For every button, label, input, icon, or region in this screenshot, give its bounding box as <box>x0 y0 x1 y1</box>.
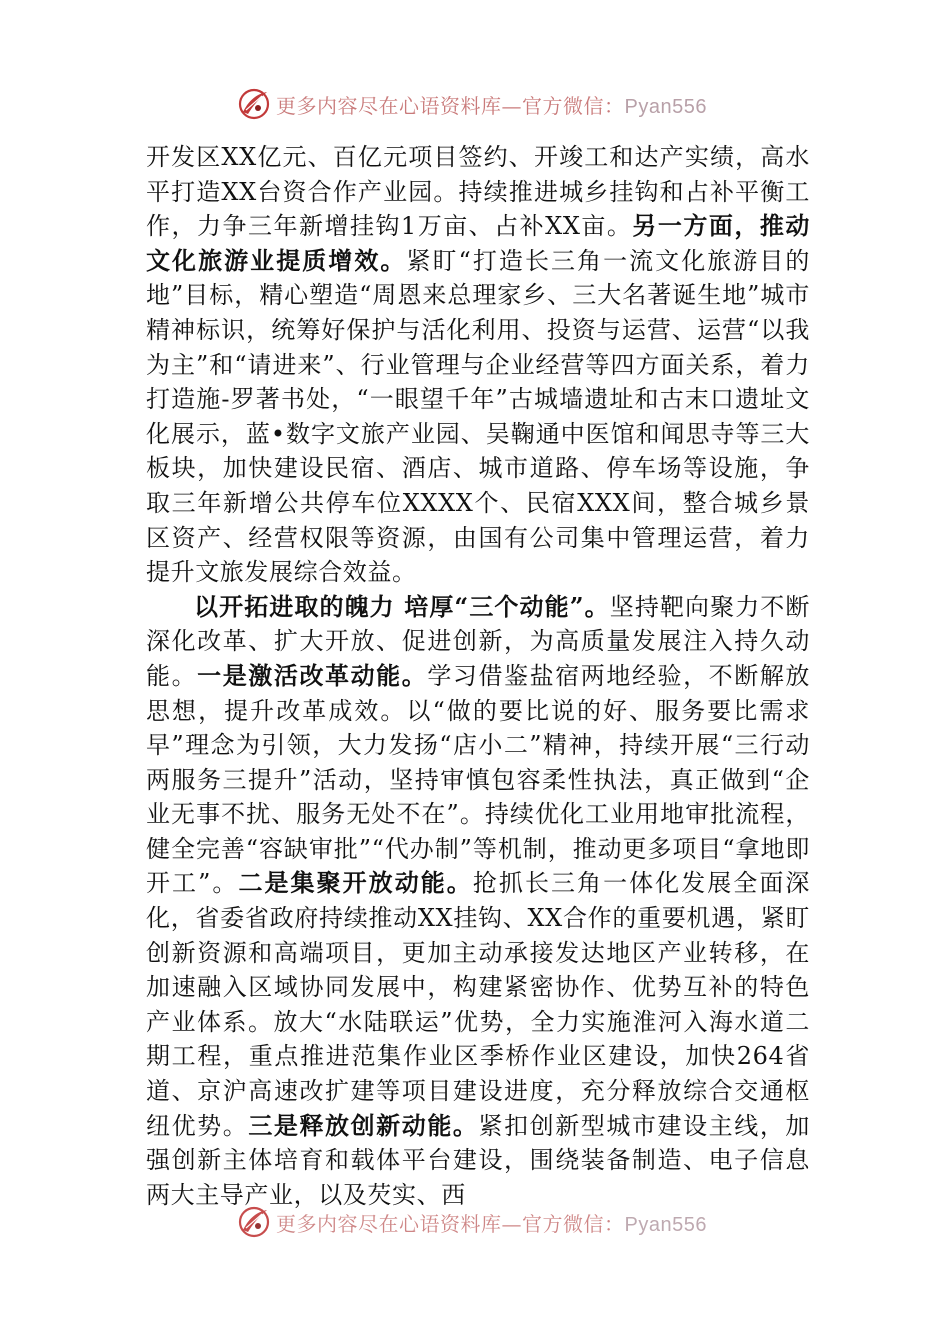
watermark-label: 更多内容尽在心语资料库—官方微信： <box>276 1211 625 1236</box>
paragraph-text: 紧扣创新型城市建设主线，加强创新主体培育和载体平台建设，围绕装备制造、电子信息两大主导产业，以及芡实、西 <box>146 1111 810 1209</box>
watermark-code: Pyan556 <box>624 1213 707 1236</box>
watermark-text <box>276 1208 707 1237</box>
watermark-header <box>236 86 707 122</box>
paragraph-2 <box>146 590 810 1213</box>
watermark-footer <box>236 1204 707 1240</box>
watermark-logo-icon <box>236 86 272 122</box>
paragraph-text: 开发区XX亿元、百亿元项目签约、开竣工和达产实绩，高水平打造XX台资合作产业园。持续推进城乡挂钩和占补平衡工作，力争三年新增挂钩1万亩、占补XX亩。 <box>146 143 810 241</box>
watermark-label: 更多内容尽在心语资料库—官方微信： <box>276 93 625 118</box>
paragraph-text: 坚持靶向聚力不断深化改革、扩大开放、促进创新，为高质量发展注入持久动能。 <box>146 592 810 690</box>
paragraph-1 <box>146 140 810 590</box>
paragraph-text: 学习借鉴盐宿两地经验，不断解放思想，提升改革成效。以“做的要比说的好、服务要比需求早”理念为引领，大力发扬“店小二”精神，持续开展“三行动两服务三提升”活动，坚持审慎包容柔性执法，真正做到“企业无事不扰、服务无处不在”。持续优化工业用地审批流程，健全完善“容缺审批”“代办制”等机制，推动更多项目“拿地即开工”。 <box>146 661 811 898</box>
watermark-logo-icon <box>236 1204 272 1240</box>
document-body <box>146 140 810 1212</box>
bold-heading: 二是集聚开放动能。 <box>238 868 473 898</box>
bold-heading: 一是激活改革动能。 <box>197 660 428 690</box>
bold-heading: 三是释放创新动能。 <box>248 1110 479 1140</box>
bold-heading: 另一方面，推动文化旅游业提质增效。 <box>146 211 810 275</box>
paragraph-text: 紧盯“打造长三角一流文化旅游目的地”目标，精心塑造“周恩来总理家乡、三大名著诞生地”城市精神标识，统筹好保护与活化利用、投资与运营、运营“以我为主”和“请进来”、行业管理与企业经营等四方面关系，着力打造施-罗著书处，“一眼望千年”古城墙遗址和古末口遗址文化展示，蓝•数字文旅产业园、吴鞠通中医馆和闻思寺等三大板块，加快建设民宿、酒店、城市道路、停车场等设施，争取三年新增公共停车位XXXX个、民宿XXX间，整合城乡景区资产、经营权限等资源，由国有公司集中管理运营，着力提升文旅发展综合效益。 <box>146 246 810 587</box>
section-heading: 以开拓进取的魄力 培厚“三个动能”。 <box>194 591 610 621</box>
watermark-text <box>276 90 707 119</box>
watermark-code: Pyan556 <box>624 95 707 118</box>
paragraph-text: 抢抓长三角一体化发展全面深化，省委省政府持续推动XX挂钩、XX合作的重要机遇，紧盯创新资源和高端项目，更加主动承接发达地区产业转移，在加速融入区域协同发展中，构建紧密协作、优势互补的特色产业体系。放大“水陆联运”优势，全力实施淮河入海水道二期工程，重点推进范集作业区季桥作业区建设，加快264省道、京沪高速改扩建等项目建设进度，充分释放综合交通枢纽优势。 <box>146 869 810 1140</box>
